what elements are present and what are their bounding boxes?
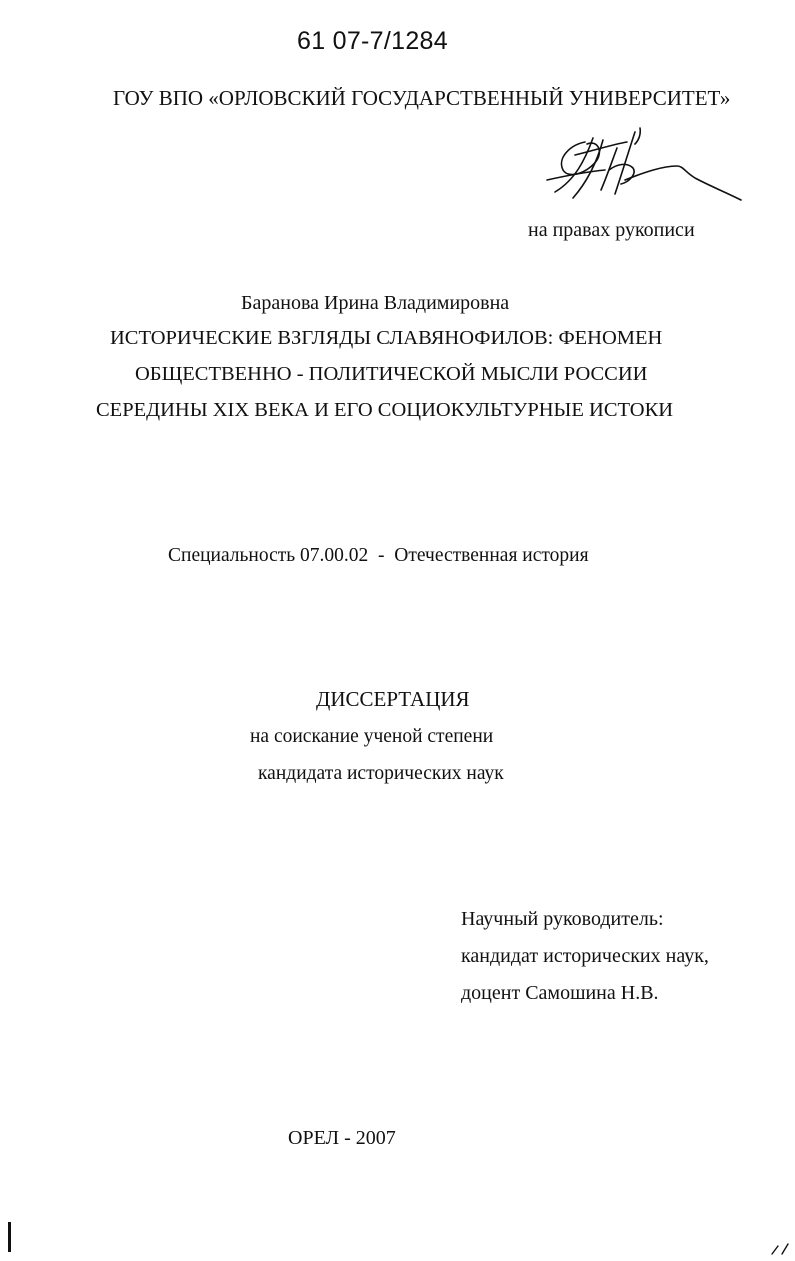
city-year: ОРЕЛ - 2007 [288, 1127, 396, 1149]
specialty: Специальность 07.00.02 - Отечественная история [168, 545, 589, 566]
supervisor-line: кандидат исторических наук, [461, 945, 709, 967]
title-line: ОБЩЕСТВЕННО - ПОЛИТИЧЕСКОЙ МЫСЛИ РОССИИ [135, 363, 648, 385]
organization-name: ГОУ ВПО «ОРЛОВСКИЙ ГОСУДАРСТВЕННЫЙ УНИВЕРСИТЕТ» [113, 86, 731, 110]
scan-mark-right [770, 1238, 790, 1256]
degree-line: кандидата исторических наук [258, 763, 504, 784]
handwritten-signature [545, 120, 745, 215]
manuscript-status: на правах рукописи [528, 219, 695, 241]
title-line: СЕРЕДИНЫ XIX ВЕКА И ЕГО СОЦИОКУЛЬТУРНЫЕ ИСТОКИ [96, 399, 674, 421]
scan-mark-left [8, 1222, 11, 1252]
archive-number: 61 07-7/1284 [297, 27, 448, 55]
document-type: ДИССЕРТАЦИЯ [316, 687, 470, 711]
degree-line: на соискание ученой степени [250, 726, 494, 747]
supervisor-line: доцент Самошина Н.В. [461, 982, 659, 1004]
supervisor-line: Научный руководитель: [461, 908, 664, 930]
title-line: ИСТОРИЧЕСКИЕ ВЗГЛЯДЫ СЛАВЯНОФИЛОВ: ФЕНОМЕН [110, 327, 663, 349]
author-name: Баранова Ирина Владимировна [241, 292, 510, 314]
